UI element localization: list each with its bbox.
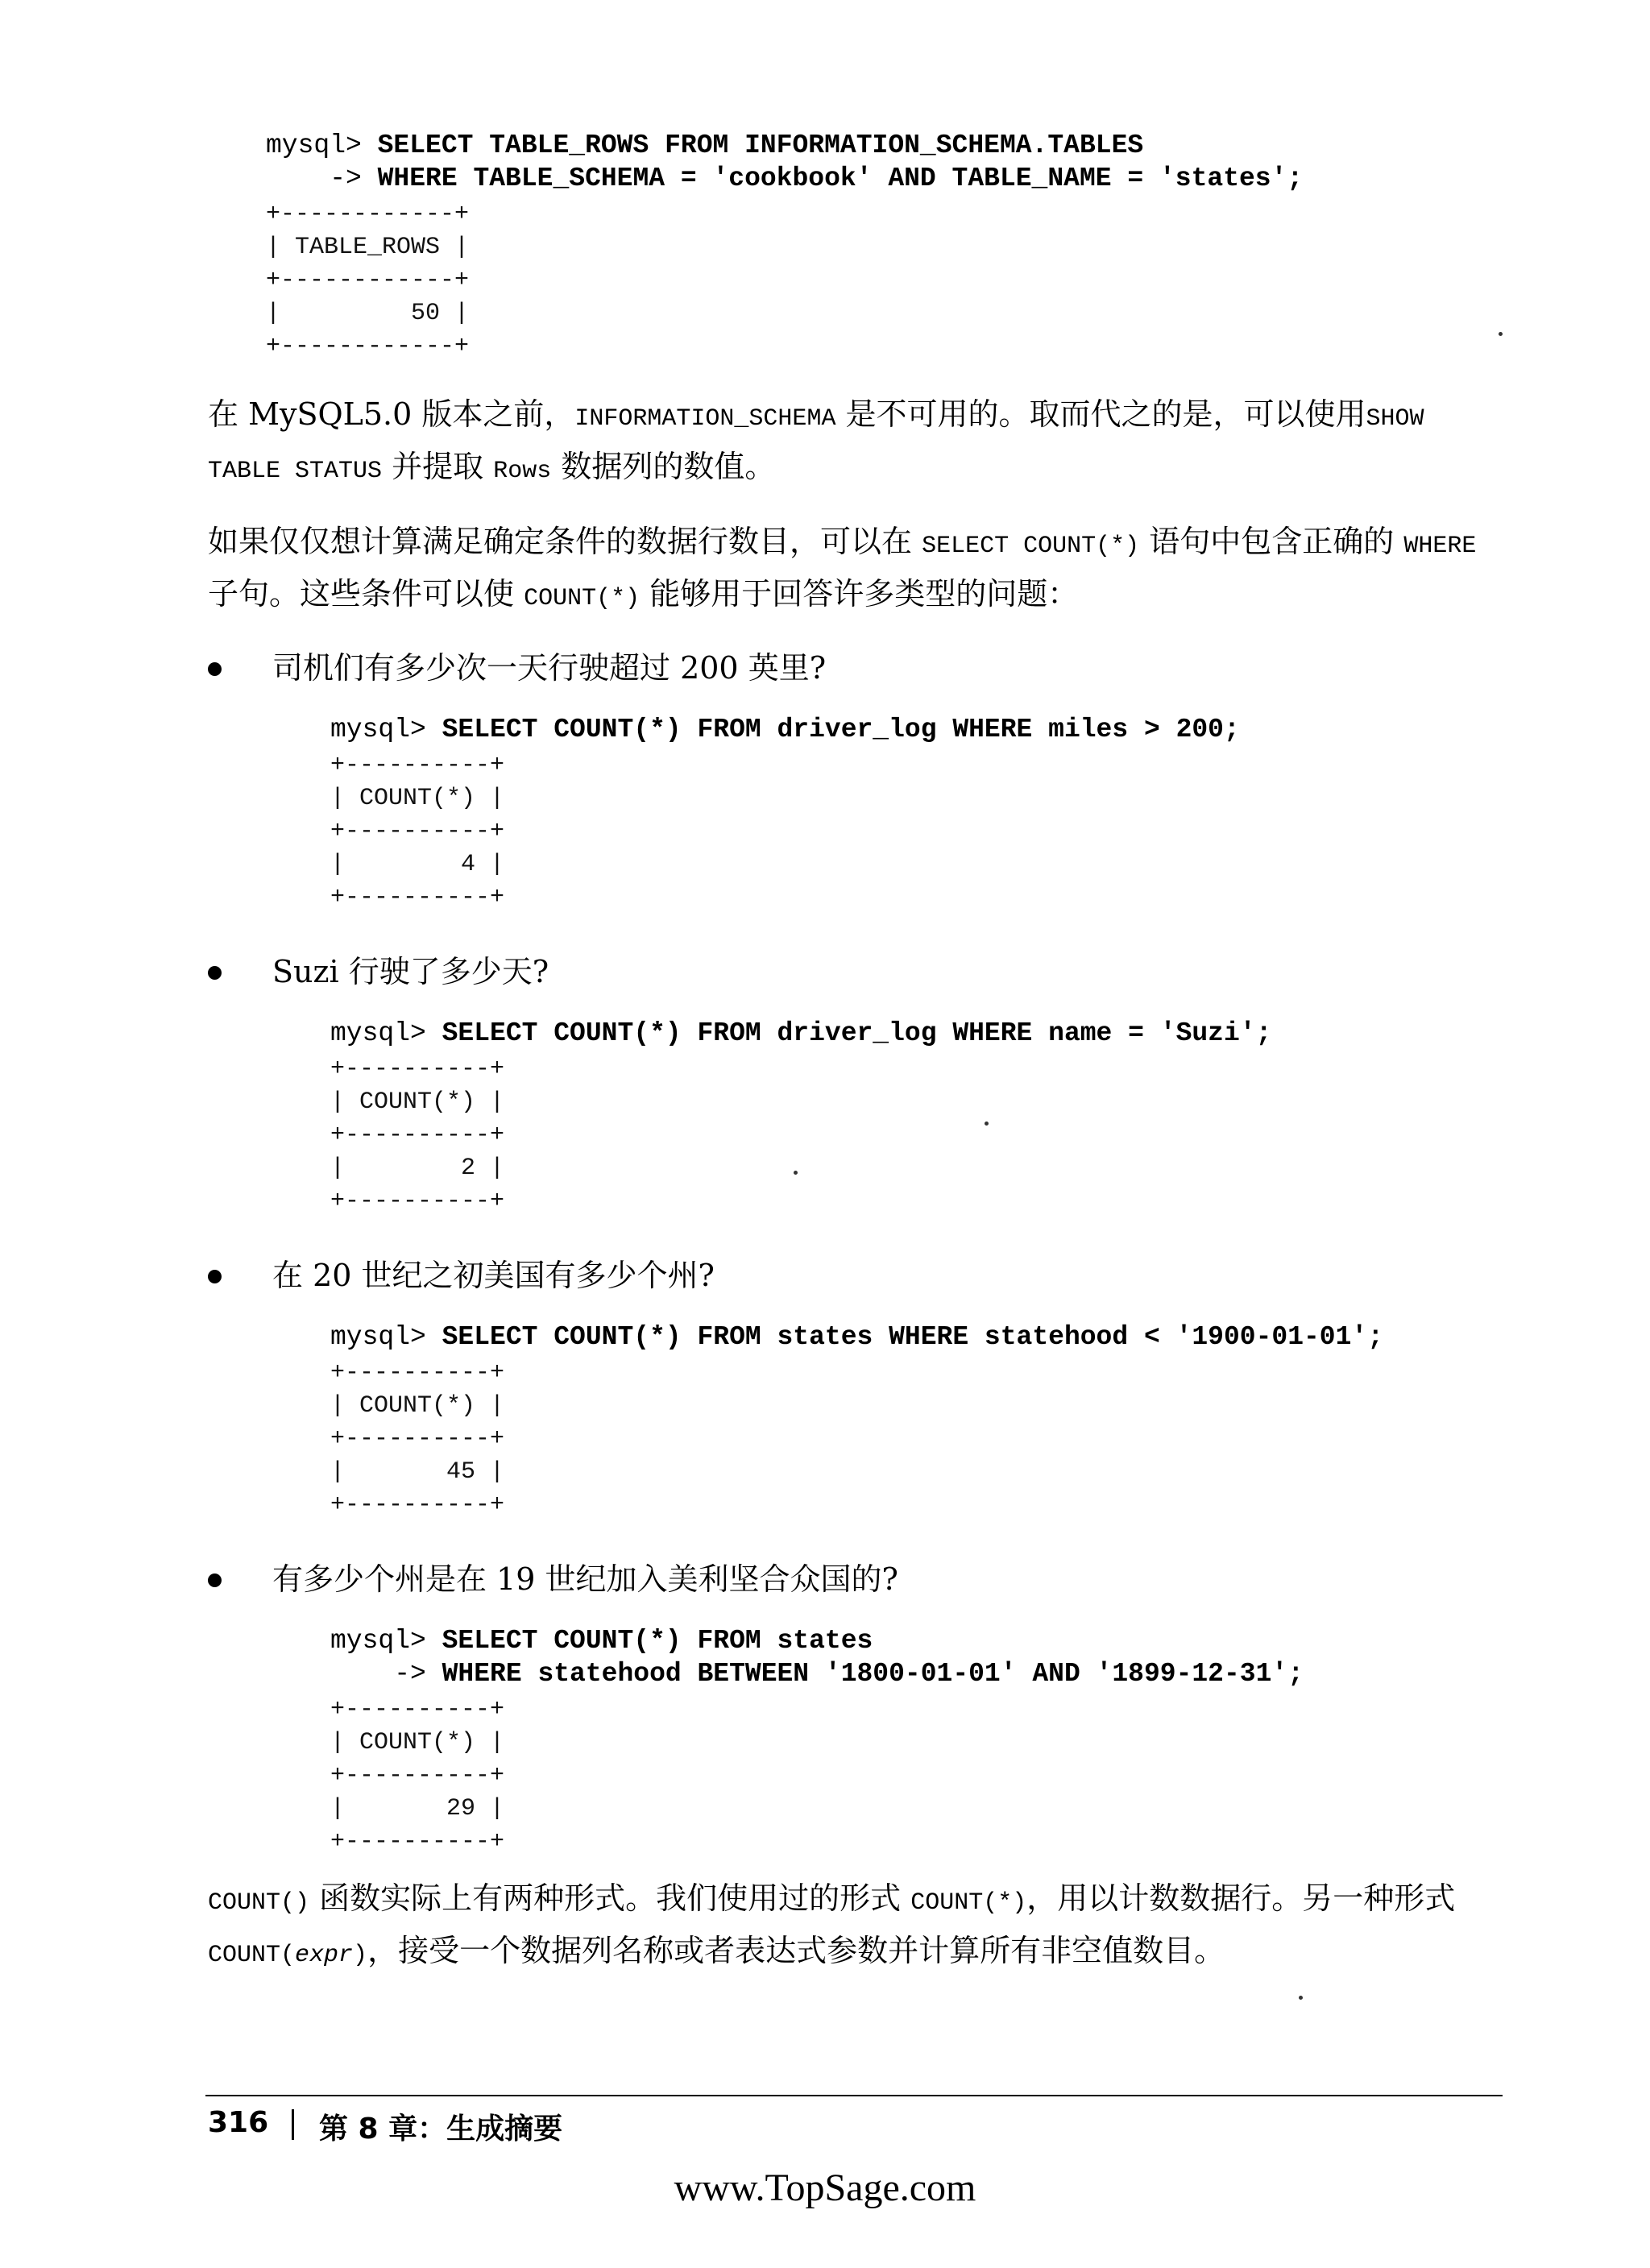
chapter-title: 第 8 章：生成摘要 — [319, 2113, 563, 2146]
paragraph-text: 在 MySQL5.0 版本之前， — [208, 396, 575, 432]
paragraph-text: ，接受一个数据列名称或者表达式参数并计算所有非空值数目。 — [367, 1933, 1225, 1968]
scan-speck — [1299, 1996, 1303, 2000]
bullet-4-result-table — [330, 1694, 504, 1859]
inline-code: Rows — [493, 458, 552, 485]
website-url: www.TopSage.com — [674, 2166, 976, 2209]
sql-text: SELECT COUNT(*) FROM driver_log WHERE name = 'Suzi'; — [442, 1018, 1272, 1048]
sql-text: WHERE TABLE_SCHEMA = 'cookbook' AND TABLE_NAME = 'states'; — [377, 164, 1304, 193]
bullet-question: 在 20 世纪之初美国有多少个州? — [272, 1258, 715, 1293]
table-header: | TABLE_ROWS | — [266, 234, 470, 261]
table-border: +----------+ — [330, 1188, 505, 1215]
sql-text: SELECT TABLE_ROWS FROM INFORMATION_SCHEMA.TABLES — [377, 131, 1144, 160]
inline-code — [208, 1942, 367, 1969]
paragraph-text: 数据列的数值。 — [551, 449, 776, 484]
paragraph-text: 并提取 — [382, 449, 494, 484]
table-value-row: | 29 | — [330, 1795, 505, 1822]
paragraph-text: 是不可用的。取而代之的是，可以使用 — [835, 396, 1366, 432]
mysql-prompt: mysql> — [330, 715, 442, 744]
continuation-prompt: -> — [266, 164, 378, 193]
paragraph-2 — [208, 518, 1481, 623]
bullet-icon — [208, 1574, 222, 1587]
table-header: | COUNT(*) | — [330, 1088, 505, 1116]
paragraph-text: 函数实际上有两种形式。我们使用过的形式 — [309, 1880, 911, 1916]
table-value-row: | 50 | — [266, 300, 470, 327]
inline-code-part: COUNT( — [208, 1942, 296, 1969]
bullet-2-sql — [330, 1017, 1271, 1050]
mysql-prompt: mysql> — [266, 131, 378, 160]
scan-speck — [985, 1122, 989, 1126]
table-border: +----------+ — [330, 1425, 505, 1453]
paragraph-text: 能够用于回答许多类型的问题： — [640, 576, 1079, 612]
sql-text: SELECT COUNT(*) FROM states WHERE statehood < '1900-01-01'; — [442, 1322, 1384, 1352]
inline-code: INFORMATION_SCHEMA — [574, 405, 836, 433]
bullet-icon — [208, 1270, 222, 1283]
bullet-icon — [208, 662, 222, 676]
inline-code: WHERE — [1403, 533, 1477, 560]
query1-line1 — [266, 129, 1143, 162]
bullet-4-sql-line2 — [330, 1657, 1304, 1690]
table-border: +----------+ — [330, 1491, 505, 1519]
table-value-row: | 4 | — [330, 851, 505, 878]
inline-code: COUNT(*) — [524, 585, 641, 612]
bullet-2-result-table — [330, 1053, 504, 1218]
table-border: +----------+ — [330, 1762, 505, 1789]
paragraph-text: 子句。这些条件可以使 — [208, 576, 524, 612]
table-border: +----------+ — [330, 1359, 505, 1387]
bullet-4-sql-line1 — [330, 1624, 873, 1657]
sql-text: SELECT COUNT(*) FROM states — [442, 1626, 873, 1656]
scan-speck — [794, 1171, 798, 1175]
mysql-prompt: mysql> — [330, 1626, 442, 1656]
table-border: +----------+ — [330, 752, 505, 779]
bullet-3-sql — [330, 1321, 1383, 1354]
page-number: 316 — [208, 2106, 269, 2139]
paragraph-1 — [208, 391, 1481, 495]
table-border: +----------+ — [330, 818, 505, 845]
query1-line2 — [266, 162, 1303, 195]
table-border: +----------+ — [330, 884, 505, 911]
bullet-3-result-table — [330, 1357, 504, 1522]
scan-speck — [1499, 332, 1503, 336]
table-value-row: | 2 | — [330, 1155, 505, 1182]
table-border: +------------+ — [266, 333, 470, 360]
inline-code-italic: expr — [295, 1942, 354, 1969]
bullet-question: 司机们有多少次一天行驶超过 200 英里? — [272, 650, 827, 686]
bullet-question: 有多少个州是在 19 世纪加入美利坚合众国的? — [272, 1561, 898, 1597]
bullet-question: Suzi 行驶了多少天? — [272, 954, 549, 989]
table-border: +------------+ — [266, 267, 470, 294]
table-border: +------------+ — [266, 201, 470, 228]
table-border: +----------+ — [330, 1696, 505, 1723]
table-header: | COUNT(*) | — [330, 785, 505, 812]
table-border: +----------+ — [330, 1828, 505, 1855]
table-border: +----------+ — [330, 1055, 505, 1083]
bullet-icon — [208, 966, 222, 980]
bullet-1-sql — [330, 713, 1240, 746]
inline-code: SELECT COUNT(*) — [922, 533, 1140, 560]
sql-text: WHERE statehood BETWEEN '1800-01-01' AND '1899-12-31'; — [442, 1659, 1304, 1689]
paragraph-3 — [208, 1875, 1481, 1980]
footer-separator — [292, 2109, 294, 2140]
inline-code: COUNT(*) — [910, 1889, 1027, 1917]
paragraph-text: ，用以计数数据行。另一种形式 — [1026, 1880, 1456, 1916]
footer-rule — [205, 2095, 1503, 2096]
inline-code: COUNT() — [208, 1889, 310, 1917]
paragraph-text: 如果仅仅想计算满足确定条件的数据行数目，可以在 — [208, 524, 922, 559]
inline-code: SHOW TABLE STATUS — [208, 405, 1424, 485]
mysql-prompt: mysql> — [330, 1322, 442, 1352]
table-border: +----------+ — [330, 1122, 505, 1149]
continuation-prompt: -> — [330, 1659, 442, 1689]
bullet-1-result-table — [330, 749, 504, 914]
mysql-prompt: mysql> — [330, 1018, 442, 1048]
inline-code-part: ) — [353, 1942, 368, 1969]
query1-result-table — [266, 198, 469, 363]
table-value-row: | 45 | — [330, 1458, 505, 1486]
table-header: | COUNT(*) | — [330, 1729, 505, 1756]
table-header: | COUNT(*) | — [330, 1392, 505, 1420]
paragraph-text: 语句中包含正确的 — [1139, 524, 1404, 559]
sql-text: SELECT COUNT(*) FROM driver_log WHERE miles > 200; — [442, 715, 1240, 744]
